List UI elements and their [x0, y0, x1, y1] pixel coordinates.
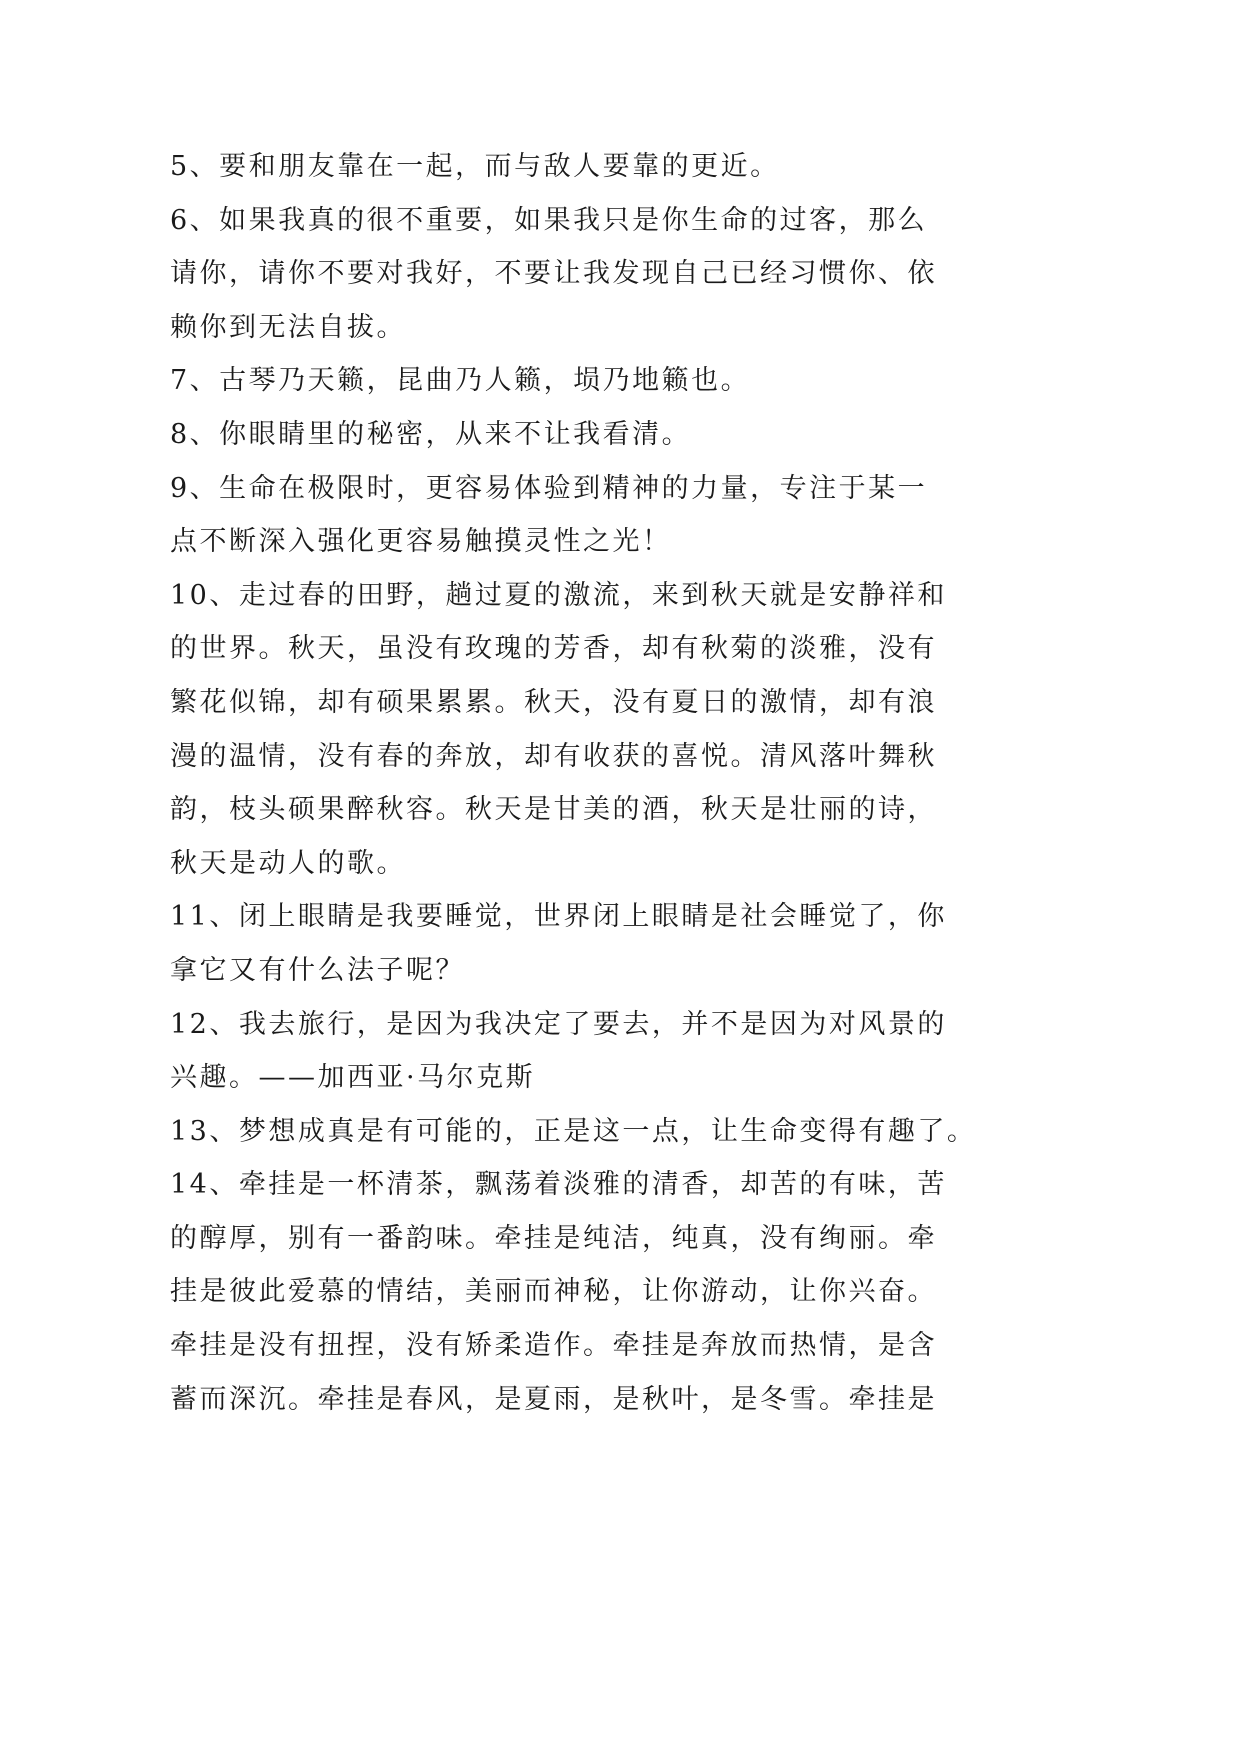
text-line: 点不断深入强化更容易触摸灵性之光！ [170, 526, 672, 558]
text-line: 13、梦想成真是有可能的，正是这一点，让生命变得有趣了。 [170, 1115, 977, 1147]
text-line: 牵挂是没有扭捏，没有矫柔造作。牵挂是奔放而热情，是含 [170, 1330, 937, 1362]
text-line: 的世界。秋天，虽没有玫瑰的芳香，却有秋菊的淡雅，没有 [170, 633, 937, 665]
text-line: 的醇厚，别有一番韵味。牵挂是纯洁，纯真，没有绚丽。牵 [170, 1222, 937, 1254]
text-line: 11、闭上眼睛是我要睡觉，世界闭上眼睛是社会睡觉了，你 [170, 901, 947, 933]
text-line: 5、要和朋友靠在一起，而与敌人要靠的更近。 [170, 151, 780, 182]
document-body [170, 140, 980, 1426]
text-line: 请你，请你不要对我好，不要让我发现自己已经习惯你、依 [170, 258, 937, 290]
text-line: 漫的温情，没有春的奔放，却有收获的喜悦。清风落叶舞秋 [170, 740, 937, 772]
text-line: 9、生命在极限时，更容易体验到精神的力量，专注于某一 [170, 472, 928, 504]
text-line: 14、牵挂是一杯清茶，飘荡着淡雅的清香，却苦的有味，苦 [170, 1169, 947, 1201]
text-line: 拿它又有什么法子呢？ [170, 954, 465, 986]
text-line: 韵，枝头硕果醉秋容。秋天是甘美的酒，秋天是壮丽的诗， [170, 794, 937, 826]
text-line: 兴趣。——加西亚·马尔克斯 [170, 1062, 536, 1094]
text-line: 挂是彼此爱慕的情结，美丽而神秘，让你游动，让你兴奋。 [170, 1276, 937, 1308]
text-line: 7、古琴乃天籁，昆曲乃人籁，埙乃地籁也。 [170, 365, 751, 397]
text-line: 繁花似锦，却有硕果累累。秋天，没有夏日的激情，却有浪 [170, 686, 937, 718]
text-line: 10、走过春的田野，趟过夏的激流，来到秋天就是安静祥和 [170, 579, 947, 611]
text-line: 赖你到无法自拔。 [170, 311, 406, 343]
text-line: 8、你眼睛里的秘密，从来不让我看清。 [170, 418, 692, 450]
text-line: 6、如果我真的很不重要，如果我只是你生命的过客，那么 [170, 204, 928, 236]
text-line: 12、我去旅行，是因为我决定了要去，并不是因为对风景的 [170, 1008, 947, 1040]
text-line: 秋天是动人的歌。 [170, 847, 406, 879]
text-line: 蓄而深沉。牵挂是春风，是夏雨，是秋叶，是冬雪。牵挂是 [170, 1383, 937, 1415]
